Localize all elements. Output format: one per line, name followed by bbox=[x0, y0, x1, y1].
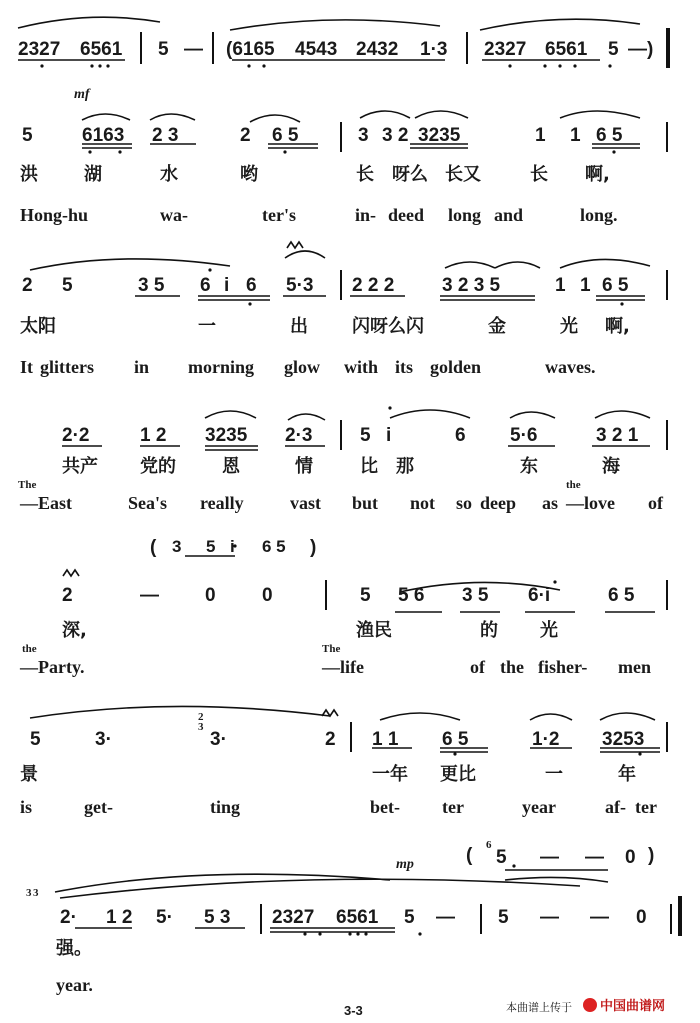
lyric-en: get- bbox=[84, 797, 113, 817]
lyric-zh: 闪呀么闪 bbox=[352, 316, 424, 337]
lyric-zh: 情 bbox=[295, 456, 313, 477]
dash: — bbox=[585, 847, 604, 868]
note-group: 3 2 bbox=[382, 125, 409, 146]
lyric-en: is bbox=[20, 797, 33, 817]
barline bbox=[666, 580, 668, 610]
grace-note: 3 bbox=[33, 887, 39, 899]
lyric-zh: 金 bbox=[488, 316, 506, 337]
lyric-en: bet- bbox=[370, 797, 400, 817]
note-group: 5 6 bbox=[398, 585, 425, 606]
note: 2 bbox=[22, 275, 33, 296]
note-group: 1 1 bbox=[372, 729, 399, 750]
rest: 0 bbox=[262, 585, 273, 606]
note: 1 bbox=[570, 125, 581, 146]
lyric-zh: 渔民 bbox=[356, 620, 392, 641]
barline-end bbox=[678, 896, 682, 936]
lyric-en: year bbox=[522, 797, 556, 817]
note: 2 bbox=[325, 729, 336, 750]
note-group: 3235 bbox=[205, 425, 248, 446]
lyric-en: and bbox=[494, 205, 524, 225]
lyric-zh: 东 bbox=[520, 456, 538, 477]
lyric-zh: 更比 bbox=[440, 764, 476, 785]
note-group: 2 2 2 bbox=[352, 275, 395, 296]
lyric-en: in bbox=[134, 357, 150, 377]
note-group: 6·i bbox=[528, 585, 551, 606]
dash: — bbox=[436, 907, 455, 928]
lyric-en: ting bbox=[210, 797, 241, 817]
lyric-zh: 景 bbox=[20, 764, 38, 785]
note: 2 bbox=[62, 585, 73, 606]
lyric-en: long. bbox=[580, 205, 618, 225]
lyric-en: really bbox=[200, 493, 244, 513]
barline bbox=[466, 32, 468, 64]
lyric-en: —life bbox=[322, 657, 364, 677]
lyric-en: ter's bbox=[262, 205, 296, 225]
lyric-en: long bbox=[448, 205, 482, 225]
lyric-zh: 长 bbox=[530, 164, 548, 185]
lyric-zh: 哟 bbox=[240, 164, 258, 185]
lyric-en: glow bbox=[284, 357, 320, 377]
paren-close: ) bbox=[648, 845, 655, 866]
lyric-zh: 长 bbox=[356, 164, 374, 185]
lyric-en: waves. bbox=[545, 357, 596, 377]
lyric-en: so bbox=[456, 493, 473, 513]
note-group: 6 5 bbox=[442, 729, 469, 750]
lyric-zh: 共产 bbox=[62, 456, 98, 477]
note-group: 6561 bbox=[80, 39, 123, 60]
note: 5 bbox=[360, 425, 371, 446]
barline bbox=[325, 580, 327, 610]
dash: — bbox=[184, 39, 203, 60]
note-group: 1·2 bbox=[532, 729, 560, 750]
note-group: 1 2 bbox=[106, 907, 133, 928]
lyric-zh: 年 bbox=[618, 764, 636, 785]
lyric-zh: 呀么 bbox=[392, 164, 428, 185]
note: 2· bbox=[60, 907, 77, 928]
lyric-en-upper: the bbox=[566, 479, 581, 491]
note-group: 2327 bbox=[484, 39, 527, 60]
lyric-en-upper: the bbox=[22, 643, 37, 655]
note: 5 bbox=[62, 275, 73, 296]
note: 3· bbox=[210, 729, 227, 750]
note-group: 2 3 bbox=[152, 125, 179, 146]
lyric-zh: 党的 bbox=[140, 456, 176, 477]
note-group: 2432 bbox=[356, 39, 399, 60]
note: 5 bbox=[496, 847, 507, 868]
lyric-en: —Party. bbox=[20, 657, 85, 677]
dash: — bbox=[540, 907, 559, 928]
lyric-en: but bbox=[352, 493, 379, 513]
note-group: 5·6 bbox=[510, 425, 538, 446]
barline bbox=[666, 122, 668, 152]
note: i bbox=[224, 275, 230, 296]
note: 5 bbox=[360, 585, 371, 606]
lyric-zh: 一 bbox=[198, 316, 216, 337]
note: 1 bbox=[535, 125, 546, 146]
lyric-en: deed bbox=[388, 205, 424, 225]
note: 5 bbox=[498, 907, 509, 928]
note: 5 bbox=[158, 39, 169, 60]
lyric-zh: 光 bbox=[540, 620, 558, 641]
lyric-zh: 出 bbox=[290, 316, 308, 337]
barline bbox=[212, 32, 214, 64]
lyric-en: its bbox=[395, 357, 413, 377]
barline-end bbox=[666, 28, 670, 68]
note: 3 bbox=[172, 537, 182, 556]
note-group: 2327 bbox=[272, 907, 315, 928]
note: 6 bbox=[246, 275, 257, 296]
lyric-en: af- bbox=[605, 797, 626, 817]
paren-open: ( bbox=[150, 537, 157, 558]
lyric-zh: 恩 bbox=[222, 456, 240, 477]
site-name[interactable]: 中国曲谱网 bbox=[600, 999, 666, 1014]
note: 5 bbox=[608, 39, 619, 60]
note-group: 4543 bbox=[295, 39, 338, 60]
barline bbox=[350, 722, 352, 752]
note: i bbox=[230, 537, 235, 556]
note-group: 3 5 bbox=[462, 585, 489, 606]
lyric-en: glitters bbox=[40, 357, 94, 377]
note-group: 6 5 bbox=[608, 585, 635, 606]
lyric-en: deep bbox=[480, 493, 516, 513]
rest: 0 bbox=[636, 907, 647, 928]
note: 5 bbox=[404, 907, 415, 928]
lyric-en: of bbox=[648, 493, 663, 513]
lyric-zh: 湖 bbox=[84, 164, 102, 185]
lyric-en: —East bbox=[20, 493, 73, 513]
lyric-en-upper: The bbox=[322, 643, 341, 655]
lyric-en: golden bbox=[430, 357, 482, 377]
lyric-zh: 长又 bbox=[445, 164, 481, 185]
note: 2 bbox=[240, 125, 251, 146]
note: 6 bbox=[200, 275, 211, 296]
lyric-en: It bbox=[20, 357, 33, 377]
note-group: 2327 bbox=[18, 39, 61, 60]
lyric-zh: 深, bbox=[62, 620, 87, 641]
lyric-zh: 啊, bbox=[605, 316, 630, 337]
lyric-en: in- bbox=[355, 205, 377, 225]
lyric-en: as bbox=[542, 493, 559, 513]
lyric-en: ter bbox=[442, 797, 464, 817]
page-number: 3-3 bbox=[344, 1003, 363, 1018]
note-group: 3 5 bbox=[138, 275, 165, 296]
lyric-zh: 太阳 bbox=[20, 316, 56, 337]
dash: — bbox=[590, 907, 609, 928]
note-group: 3 2 3 5 bbox=[442, 275, 501, 296]
note: 5 bbox=[206, 537, 216, 556]
note-group: 5·3 bbox=[286, 275, 314, 296]
lyric-en: of bbox=[470, 657, 485, 677]
grace-note: 6 bbox=[486, 839, 492, 851]
note-group: 3253 bbox=[602, 729, 645, 750]
lyric-en: with bbox=[344, 357, 379, 377]
grace-note: 3 bbox=[198, 721, 204, 733]
note-group: 1·3 bbox=[420, 39, 448, 60]
lyric-zh: 比 bbox=[360, 456, 378, 477]
lyric-zh: 那 bbox=[396, 456, 414, 477]
rest: 0 bbox=[625, 847, 636, 868]
site-logo-icon bbox=[583, 998, 597, 1012]
grace-note: 3 bbox=[26, 887, 32, 899]
barline bbox=[480, 904, 482, 934]
note-group: 5 3 bbox=[204, 907, 231, 928]
note-group: (6165 bbox=[226, 39, 275, 60]
note-group: 3 2 1 bbox=[596, 425, 639, 446]
lyric-en: vast bbox=[290, 493, 321, 513]
grace-note: 2 bbox=[198, 711, 204, 723]
paren-close: ) bbox=[310, 537, 317, 558]
note-group: 2·3 bbox=[285, 425, 313, 446]
note: 5 bbox=[30, 729, 41, 750]
lyric-zh: 一 bbox=[545, 764, 563, 785]
upload-note: 本曲谱上传于 bbox=[506, 1001, 572, 1014]
barline bbox=[666, 270, 668, 300]
note-group: 6 5 bbox=[262, 537, 286, 556]
note: 1 bbox=[555, 275, 566, 296]
dynamic-mark: mf bbox=[74, 87, 90, 102]
lyric-zh: 的 bbox=[480, 620, 498, 641]
lyric-zh: 水 bbox=[160, 164, 178, 185]
lyric-en: year. bbox=[56, 975, 93, 995]
lyric-en: fisher- bbox=[538, 657, 588, 677]
note-group: 6 5 bbox=[272, 125, 299, 146]
note: 3· bbox=[95, 729, 112, 750]
barline bbox=[666, 420, 668, 450]
note: 6 bbox=[455, 425, 466, 446]
note: 3 bbox=[358, 125, 369, 146]
dash: —) bbox=[628, 39, 654, 60]
lyric-en: not bbox=[410, 493, 436, 513]
dash: — bbox=[540, 847, 559, 868]
note: 1 bbox=[580, 275, 591, 296]
rest: 0 bbox=[205, 585, 216, 606]
note-group: 2·2 bbox=[62, 425, 90, 446]
note: 5 bbox=[22, 125, 33, 146]
barline bbox=[666, 722, 668, 752]
lyric-en: —love bbox=[566, 493, 615, 513]
lyric-zh: 海 bbox=[602, 456, 620, 477]
dynamic-mark: mp bbox=[396, 857, 414, 872]
lyric-en: morning bbox=[188, 357, 255, 377]
lyric-en: Hong-hu bbox=[20, 205, 89, 225]
lyric-en: wa- bbox=[160, 205, 188, 225]
barline bbox=[340, 122, 342, 152]
lyric-en: Sea's bbox=[128, 493, 168, 513]
lyric-zh: 强。 bbox=[56, 938, 92, 959]
note-group: 6561 bbox=[545, 39, 588, 60]
barline bbox=[140, 32, 142, 64]
note-group: 1 2 bbox=[140, 425, 167, 446]
barline bbox=[340, 420, 342, 450]
lyric-en: men bbox=[618, 657, 651, 677]
note: 5· bbox=[156, 907, 173, 928]
lyric-zh: 一年 bbox=[372, 764, 408, 785]
lyric-en: the bbox=[500, 657, 524, 677]
lyric-zh: 光 bbox=[560, 316, 578, 337]
lyric-zh: 洪 bbox=[20, 164, 38, 185]
barline bbox=[260, 904, 262, 934]
note-group: 6 5 bbox=[596, 125, 623, 146]
barline bbox=[670, 904, 672, 934]
note-group: 6561 bbox=[336, 907, 379, 928]
note-group: 6163 bbox=[82, 125, 125, 146]
lyric-en-upper: The bbox=[18, 479, 37, 491]
lyric-zh: 啊, bbox=[585, 164, 610, 185]
note-group: 3235 bbox=[418, 125, 461, 146]
lyric-en: ter bbox=[635, 797, 657, 817]
barline bbox=[340, 270, 342, 300]
dash: — bbox=[140, 585, 159, 606]
paren-open: ( bbox=[466, 845, 473, 866]
note: i bbox=[386, 425, 392, 446]
note-group: 6 5 bbox=[602, 275, 629, 296]
